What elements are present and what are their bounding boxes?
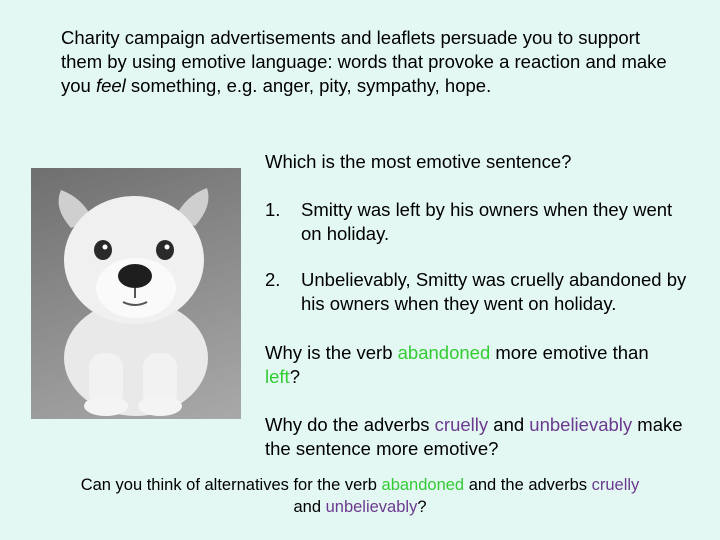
verb-abandoned: abandoned xyxy=(397,342,491,363)
adverb-question-text-1: Why do the adverbs xyxy=(265,414,435,435)
question-heading: Which is the most emotive sentence? xyxy=(265,151,572,172)
closing-verb: abandoned xyxy=(381,476,465,494)
option-text: Unbelievably, Smitty was cruelly abandoned by his owners when they went on holiday. xyxy=(301,269,687,314)
option-text: Smitty was left by his owners when they went on holiday. xyxy=(301,199,673,244)
verb-question-text-1: Why is the verb xyxy=(265,342,398,363)
puppy-icon xyxy=(31,168,241,419)
intro-text-1: Charity campaign advertisements and leaflets persuade you to support them by using emotive language: words that provoke a reaction and make you xyxy=(61,27,667,96)
closing-adverb-1: cruelly xyxy=(591,476,640,494)
intro-emphasis: feel xyxy=(95,75,126,96)
closing-question xyxy=(40,474,680,518)
intro-paragraph xyxy=(61,26,671,98)
closing-text-4: ? xyxy=(417,498,427,516)
adverb-question-text-2: and xyxy=(488,414,530,435)
option-2 xyxy=(265,268,695,316)
intro-text-2: something, e.g. anger, pity, sympathy, hope. xyxy=(125,75,492,96)
verb-question-text-2: more emotive than xyxy=(490,342,649,363)
option-1 xyxy=(265,198,695,246)
adverb-question-text-3: make the sentence more emotive? xyxy=(265,414,683,459)
closing-text-2: and the adverbs xyxy=(464,476,592,494)
closing-adverb-2: unbelievably xyxy=(325,498,418,516)
puppy-photo xyxy=(31,168,241,419)
closing-text-1: Can you think of alternatives for the verb xyxy=(80,476,382,494)
closing-text-3: and xyxy=(293,498,326,516)
option-number: 1. xyxy=(265,199,281,220)
adverb-cruelly: cruelly xyxy=(434,414,489,435)
adverb-unbelievably: unbelievably xyxy=(529,414,633,435)
verb-question-text-3: ? xyxy=(289,366,300,387)
option-number: 2. xyxy=(265,269,281,290)
verb-left: left xyxy=(265,366,290,387)
verb-question xyxy=(265,341,685,389)
adverb-question xyxy=(265,413,705,461)
